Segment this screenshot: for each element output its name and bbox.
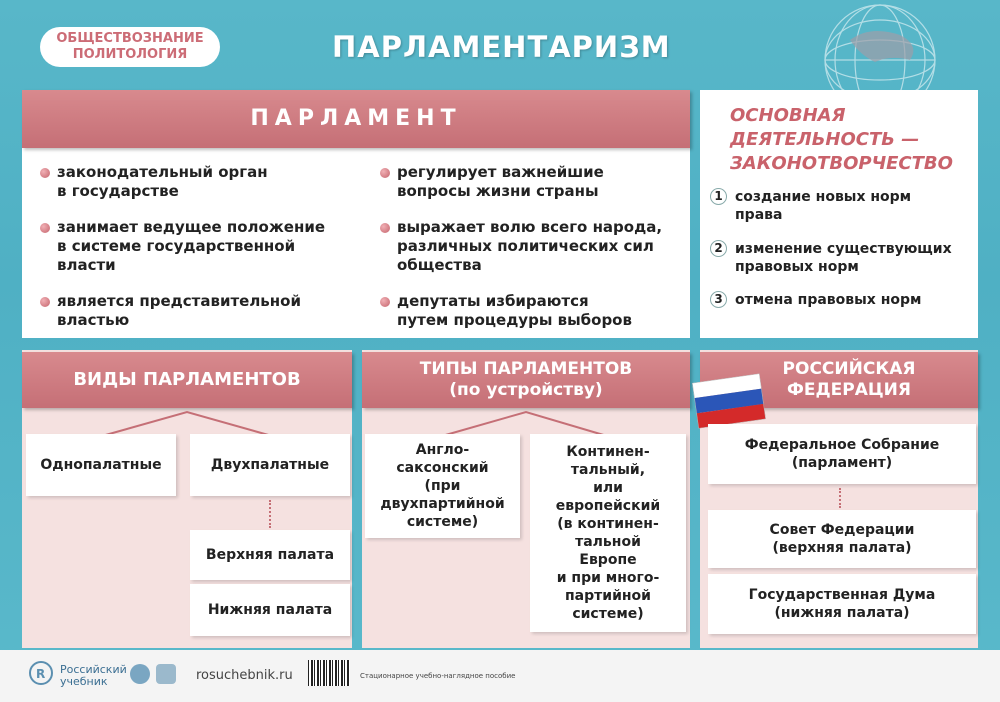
bullet-item <box>380 292 690 330</box>
parliament-title: ПАРЛАМЕНТ <box>250 106 462 131</box>
federation-council-card <box>708 510 976 568</box>
russian-flag-icon <box>692 373 766 428</box>
card-line: Англо- <box>415 442 470 458</box>
bullet-dot-icon <box>40 168 50 178</box>
kinds-banner <box>22 352 352 408</box>
types-title-line: ТИПЫ ПАРЛАМЕНТОВ <box>419 359 633 379</box>
activity-item <box>710 188 980 228</box>
subject-line-1: ОБЩЕСТВОЗНАНИЕ <box>56 31 204 46</box>
russia-title-line: РОССИЙСКАЯ <box>782 359 916 379</box>
number-badge: 1 <box>710 188 727 205</box>
activity-title <box>730 104 980 176</box>
federal-assembly-card <box>708 424 976 484</box>
activity-title-line: ЗАКОНОТВОРЧЕСТВО <box>730 153 953 174</box>
number-badge: 2 <box>710 240 727 257</box>
bullet-line: путем процедуры выборов <box>397 311 632 329</box>
unicameral-card: Однопалатные <box>26 434 176 496</box>
card-line: тальный, <box>570 462 646 478</box>
assembly-connector <box>839 488 841 508</box>
page-title: ПАРЛАМЕНТАРИЗМ <box>332 30 671 64</box>
card-line: европейский <box>555 498 661 514</box>
partner-logo-icon <box>156 664 176 684</box>
svg-text:R: R <box>36 667 46 681</box>
activity-item-line: изменение существующих <box>735 241 952 257</box>
activity-item-line: правовых норм <box>735 259 859 275</box>
bullet-line: в государстве <box>57 182 179 200</box>
activity-item <box>710 291 980 311</box>
card-line: (при <box>424 478 461 494</box>
publisher-line: Российский <box>60 663 127 676</box>
card-line: Совет Федерации <box>769 522 915 538</box>
card-line: саксонский <box>396 460 489 476</box>
bullet-item <box>40 163 360 201</box>
card-line: Континен- <box>566 444 650 460</box>
bullet-dot-icon <box>40 223 50 233</box>
card-line: и при много- <box>556 570 660 586</box>
bullet-line: вопросы жизни страны <box>397 182 599 200</box>
card-line: Федеральное Собрание <box>744 437 940 453</box>
bullet-line: занимает ведущее положение <box>57 218 326 236</box>
bullet-line: депутаты избираются <box>397 292 589 310</box>
barcode-icon <box>308 660 350 686</box>
footer-description: Стационарное учебно-наглядное пособие <box>360 672 516 680</box>
bullet-dot-icon <box>380 168 390 178</box>
activity-title-line: ДЕЯТЕЛЬНОСТЬ — <box>730 129 920 150</box>
publisher-logo-icon <box>28 660 54 686</box>
card-line: Европе <box>579 552 637 568</box>
bullet-line: общества <box>397 256 482 274</box>
bullet-line: выражает волю всего народа, <box>397 218 663 236</box>
bullet-line: является представительной <box>57 292 301 310</box>
bullet-dot-icon <box>380 297 390 307</box>
bullet-dot-icon <box>380 223 390 233</box>
number-badge: 3 <box>710 291 727 308</box>
site-link[interactable]: rosuchebnik.ru <box>196 668 293 683</box>
bicameral-card: Двухпалатные <box>190 434 350 496</box>
activity-item <box>710 240 980 280</box>
lower-house-card: Нижняя палата <box>190 584 350 636</box>
activity-item-line: создание новых норм <box>735 189 912 205</box>
card-line: (в континен- <box>557 516 659 532</box>
bullet-line: власти <box>57 256 116 274</box>
types-banner <box>362 352 690 408</box>
parliament-right-bullets <box>380 163 690 347</box>
bullet-item <box>40 218 360 275</box>
card-line: (верхняя палата) <box>772 540 912 556</box>
activity-item-line: отмена правовых норм <box>735 292 922 308</box>
card-line: Государственная Дума <box>748 587 936 603</box>
card-line: партийной <box>565 588 651 604</box>
bullet-line: регулирует важнейшие <box>397 163 604 181</box>
publisher-name <box>60 664 127 688</box>
bicameral-connector <box>269 500 271 528</box>
russia-title-line: ФЕДЕРАЦИЯ <box>787 380 911 400</box>
publisher-line: учебник <box>60 675 108 688</box>
partner-logo-icon <box>130 664 150 684</box>
card-line: системе) <box>572 606 644 622</box>
state-duma-card <box>708 574 976 634</box>
upper-house-card: Верхняя палата <box>190 530 350 580</box>
bullet-line: в системе государственной <box>57 237 296 255</box>
subject-badge <box>40 27 220 67</box>
types-title-line: (по устройству) <box>449 380 603 400</box>
bullet-line: законодательный орган <box>57 163 268 181</box>
bullet-dot-icon <box>40 297 50 307</box>
bullet-line: властью <box>57 311 130 329</box>
bullet-line: различных политических сил <box>397 237 654 255</box>
continental-card <box>530 434 686 632</box>
activity-title-line: ОСНОВНАЯ <box>730 105 846 126</box>
parliament-banner <box>22 90 690 148</box>
bullet-item <box>380 163 690 201</box>
card-line: системе) <box>406 514 479 530</box>
card-line: тальной <box>575 534 641 550</box>
activity-item-line: права <box>735 207 783 223</box>
parliament-left-bullets <box>40 163 360 347</box>
kinds-title: ВИДЫ ПАРЛАМЕНТОВ <box>73 369 301 390</box>
bullet-item <box>40 292 360 330</box>
subject-line-2: ПОЛИТОЛОГИЯ <box>72 47 188 62</box>
card-line: или <box>593 480 623 496</box>
anglo-saxon-card <box>365 434 520 538</box>
card-line: двухпартийной <box>380 496 505 512</box>
globe-icon <box>780 0 950 95</box>
bullet-item <box>380 218 690 275</box>
card-line: (нижняя палата) <box>774 605 910 621</box>
card-line: (парламент) <box>791 455 893 471</box>
